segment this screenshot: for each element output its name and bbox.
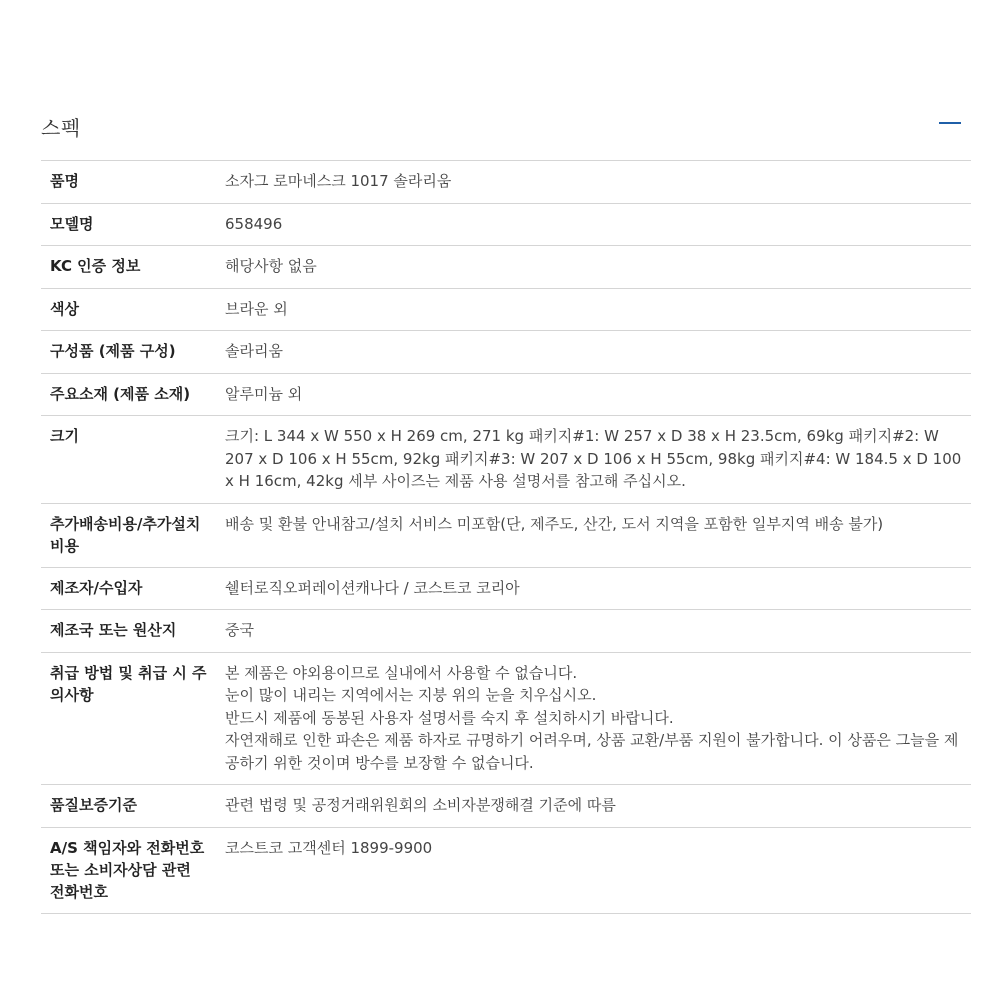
spec-value-line: 중국 (225, 621, 254, 639)
spec-label: 품질보증기준 (50, 796, 137, 814)
spec-value-line: 브라운 외 (225, 299, 288, 318)
spec-section (41, 104, 971, 914)
spec-value (225, 298, 971, 321)
spec-value-line: 자연재해로 인한 파손은 제품 하자로 규명하기 어려우며, 상품 교환/부품 지원이 불가합니다. 이 상품은 그늘을 제공하기 위한 것이며 방수를 보장할 수 없습니다. (225, 731, 959, 772)
spec-value (225, 619, 971, 642)
spec-row (41, 289, 971, 332)
spec-row (41, 504, 971, 568)
spec-value-line: 관련 법령 및 공정거래위원회의 소비자분쟁해결 기준에 따름 (225, 796, 616, 814)
spec-row (41, 246, 971, 289)
spec-value (225, 255, 971, 278)
spec-title: 스펙 (41, 116, 81, 140)
spec-value-line: 크기: L 344 x W 550 x H 269 cm, 271 kg 패키지#1: W 257 x D 38 x H 23.5cm, 69kg 패키지#2: W 207 x D 106 x H 55cm, 92kg 패키지#3: W 207 x D 106 x H 55cm, 98kg 패키지#4: W 184.5 x D 100 x H 16cm, 42kg 세부 사이즈는 제품 사용 설명서를 참고해 주십시오. (225, 427, 962, 490)
spec-row (41, 331, 971, 374)
spec-row (41, 161, 971, 204)
spec-label: 취급 방법 및 취급 시 주의사항 (50, 663, 207, 704)
spec-label: 주요소재 (제품 소재) (50, 384, 191, 403)
spec-label: KC 인증 정보 (50, 257, 141, 275)
spec-value-line: 배송 및 환불 안내참고/설치 서비스 미포함(단, 제주도, 산간, 도서 지역을 포함한 일부지역 배송 불가) (225, 514, 884, 533)
spec-value-line: 눈이 많이 내리는 지역에서는 지붕 위의 눈을 치우십시오. (225, 686, 597, 704)
spec-value (225, 213, 971, 236)
spec-row (41, 653, 971, 786)
spec-label: A/S 책임자와 전화번호 또는 소비자상담 관련 전화번호 (50, 838, 205, 901)
spec-row (41, 568, 971, 611)
spec-value-line: 코스트코 고객센터 1899-9900 (225, 838, 433, 857)
spec-label: 모델명 (50, 214, 94, 233)
spec-value-line: 솔라리움 (225, 342, 283, 360)
spec-value-line: 반드시 제품에 동봉된 사용자 설명서를 숙지 후 설치하시기 바랍니다. (225, 708, 674, 727)
collapse-button[interactable] (939, 114, 963, 134)
spec-value (225, 794, 971, 817)
spec-label: 제조자/수입자 (50, 578, 143, 597)
spec-value-line: 본 제품은 야외용이므로 실내에서 사용할 수 없습니다. (225, 663, 578, 682)
spec-label: 제조국 또는 원산지 (50, 621, 177, 639)
spec-value (225, 577, 971, 600)
spec-row (41, 416, 971, 504)
spec-label: 추가배송비용/추가설치비용 (50, 514, 201, 555)
spec-label: 품명 (50, 172, 79, 190)
spec-value (225, 383, 971, 406)
spec-table (41, 160, 971, 914)
spec-row (41, 374, 971, 417)
spec-value (225, 340, 971, 363)
spec-value-line: 658496 (225, 214, 283, 233)
spec-row (41, 204, 971, 247)
spec-row (41, 828, 971, 914)
spec-value-line: 알루미늄 외 (225, 384, 303, 403)
spec-value (225, 662, 971, 775)
spec-value-line: 해당사항 없음 (225, 257, 317, 275)
spec-label: 색상 (50, 299, 79, 318)
spec-value (225, 837, 971, 903)
spec-label: 구성품 (제품 구성) (50, 342, 176, 360)
spec-header (41, 104, 971, 160)
spec-value (225, 425, 971, 493)
minus-icon (939, 122, 961, 124)
spec-value-line: 소자그 로마네스크 1017 솔라리움 (225, 172, 452, 190)
spec-label: 크기 (50, 427, 79, 445)
spec-value-line: 쉘터로직오퍼레이션캐나다 / 코스트코 코리아 (225, 578, 520, 597)
spec-row (41, 610, 971, 653)
spec-row (41, 785, 971, 828)
spec-value (225, 170, 971, 193)
spec-value (225, 513, 971, 557)
